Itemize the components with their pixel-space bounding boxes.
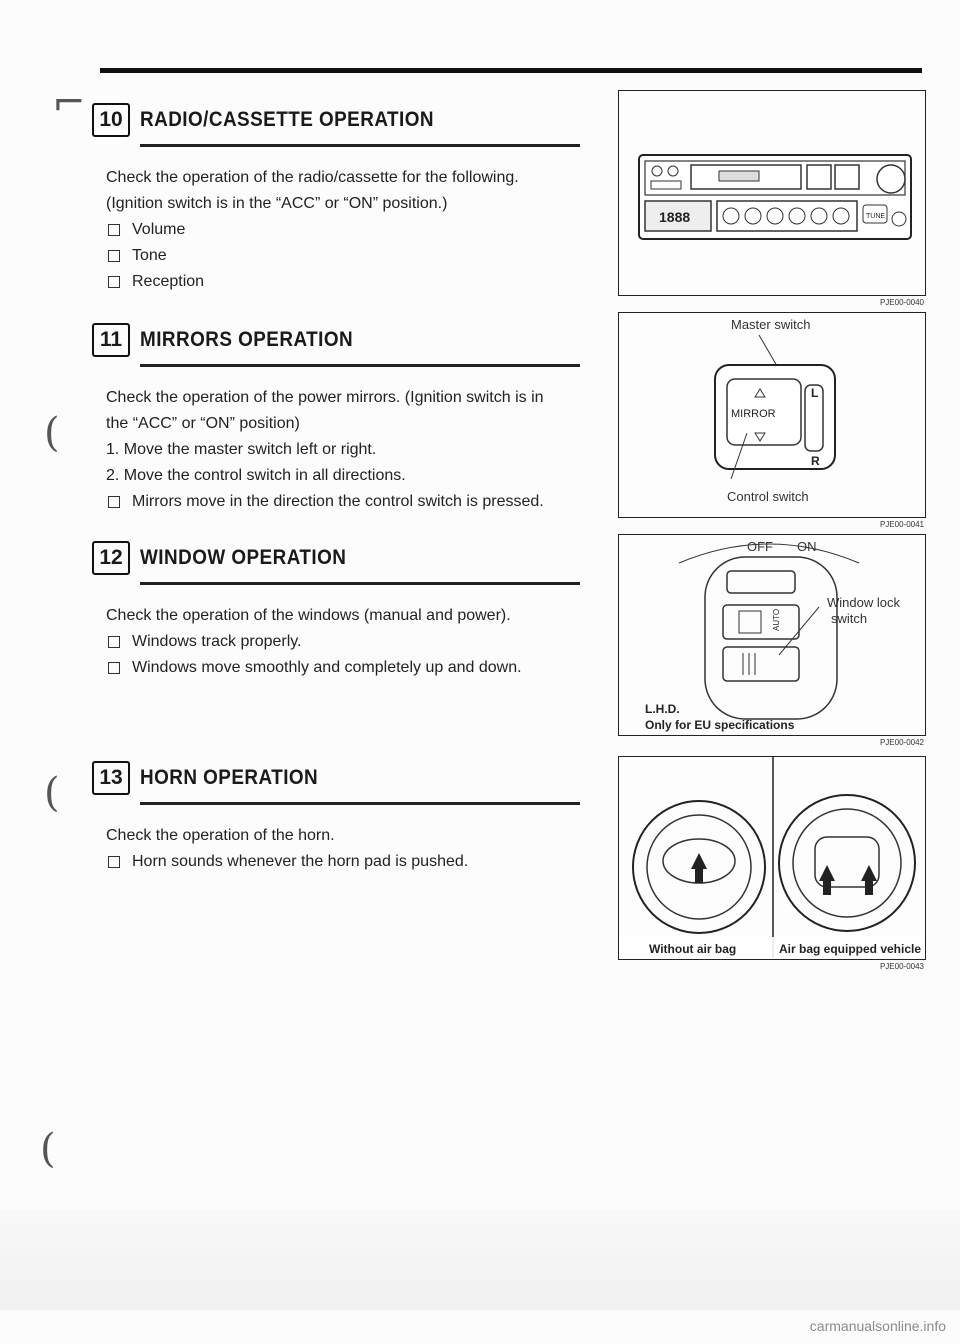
section-number: 11	[92, 323, 130, 357]
eu-spec-label: Only for EU specifications	[645, 718, 795, 732]
check-item: Windows track properly.	[108, 629, 592, 655]
footer-watermark: carmanualsonline.info	[809, 1318, 946, 1334]
window-lock-label: switch	[831, 611, 868, 626]
figure-id: PJE00-0043	[879, 962, 924, 971]
window-figure	[618, 534, 926, 736]
section-rule	[140, 802, 580, 805]
section-number: 10	[92, 103, 130, 137]
press-arrow-icon	[861, 865, 877, 881]
left-label: L	[811, 386, 819, 400]
checkbox-icon	[108, 662, 120, 674]
mirror-figure	[618, 312, 926, 518]
binder-hole-mark: (	[40, 1126, 56, 1172]
section-intro: the “ACC” or “ON” position)	[106, 415, 300, 432]
check-item: Mirrors move in the direction the control switch is pressed.	[108, 489, 592, 515]
binder-hole-mark: (	[44, 770, 60, 816]
window-lock-label: Window lock	[827, 595, 900, 610]
section-title: RADIO/CASSETTE OPERATION	[140, 108, 434, 131]
section-intro: Check the operation of the windows (manual and power).	[106, 607, 511, 624]
check-item: Windows move smoothly and completely up and down.	[108, 655, 592, 681]
control-switch-label: Control switch	[727, 489, 809, 504]
section-header	[92, 102, 592, 138]
off-label: OFF	[747, 539, 773, 554]
window-illustration	[619, 535, 924, 734]
on-label: ON	[797, 539, 817, 554]
press-arrow-icon	[819, 865, 835, 881]
auto-label: AUTO	[772, 608, 781, 631]
checkbox-icon	[108, 856, 120, 868]
checkbox-icon	[108, 636, 120, 648]
step-item: 2. Move the control switch in all directions.	[106, 467, 406, 484]
figure-id: PJE00-0041	[879, 520, 924, 529]
horn-caption-right: Air bag equipped vehicle	[779, 942, 922, 956]
section-title: HORN OPERATION	[140, 766, 319, 789]
lhd-label: L.H.D.	[645, 702, 680, 716]
checkbox-icon	[108, 276, 120, 288]
check-item: Reception	[108, 269, 592, 295]
section-rule	[140, 582, 580, 585]
horn-caption-left: Without air bag	[649, 942, 737, 956]
check-item: Tone	[108, 243, 592, 269]
checkbox-icon	[108, 250, 120, 262]
section-title: WINDOW OPERATION	[140, 546, 347, 569]
section-radio	[92, 102, 592, 295]
section-title: MIRRORS OPERATION	[140, 328, 354, 351]
section-note: (Ignition switch is in the “ACC” or “ON” position.)	[106, 195, 448, 212]
figure-id: PJE00-0042	[879, 738, 924, 747]
section-number: 12	[92, 541, 130, 575]
horn-illustration	[619, 757, 924, 958]
section-header	[92, 540, 592, 576]
tune-label: TUNE	[866, 213, 886, 220]
checkbox-icon	[108, 496, 120, 508]
section-intro: Check the operation of the horn.	[106, 827, 335, 844]
section-header	[92, 322, 592, 358]
section-number: 13	[92, 761, 130, 795]
check-item: Volume	[108, 217, 592, 243]
check-item: Horn sounds whenever the horn pad is pushed.	[108, 849, 592, 875]
horn-figure	[618, 756, 926, 960]
mirror-switch-text: MIRROR	[731, 408, 776, 420]
press-arrow-icon	[691, 853, 707, 869]
master-switch-label: Master switch	[731, 317, 811, 332]
section-rule	[140, 144, 580, 147]
top-rule	[100, 68, 922, 73]
radio-display-text: 1888	[659, 209, 691, 225]
binder-hole-mark: (	[44, 410, 60, 456]
section-header	[92, 760, 592, 796]
section-intro: Check the operation of the radio/cassette for the following.	[106, 169, 519, 186]
mirror-illustration	[619, 313, 924, 516]
section-window	[92, 540, 592, 681]
checkbox-icon	[108, 224, 120, 236]
section-intro: Check the operation of the power mirrors. (Ignition switch is in	[106, 389, 544, 406]
scan-edge-shadow	[0, 1210, 960, 1310]
step-item: 1. Move the master switch left or right.	[106, 441, 377, 458]
figure-id: PJE00-0040	[879, 298, 924, 307]
section-rule	[140, 364, 580, 367]
radio-illustration	[619, 91, 924, 294]
right-label: R	[811, 454, 820, 468]
radio-figure	[618, 90, 926, 296]
section-horn	[92, 760, 592, 875]
section-mirrors	[92, 322, 592, 515]
binder-hole-mark: ⌐	[52, 80, 86, 126]
